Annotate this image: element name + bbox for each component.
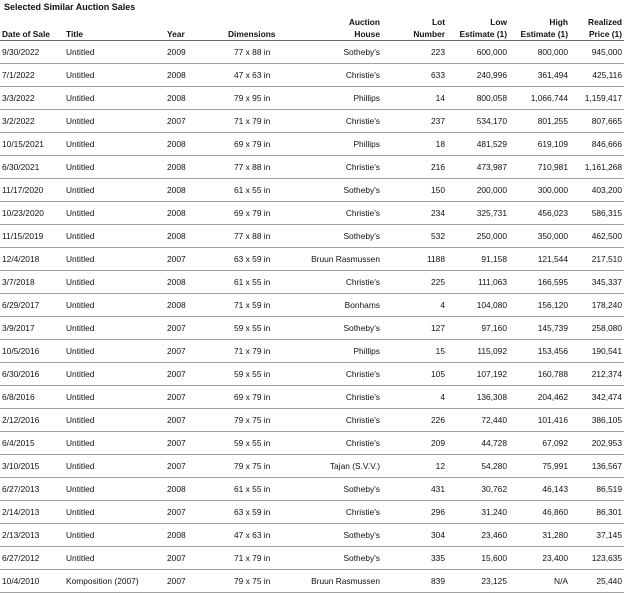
cell-year: 2008 bbox=[165, 478, 226, 501]
cell-high-estimate: 166,595 bbox=[509, 271, 570, 294]
cell-date: 6/27/2012 bbox=[0, 547, 64, 570]
cell-auction-house: Christie's bbox=[306, 156, 382, 179]
cell-dimensions: 63 x 59 in bbox=[226, 501, 306, 524]
cell-date: 10/15/2021 bbox=[0, 133, 64, 156]
cell-lot-number: 234 bbox=[382, 202, 447, 225]
cell-lot-number: 237 bbox=[382, 110, 447, 133]
cell-high-estimate: 67,092 bbox=[509, 432, 570, 455]
cell-year: 2007 bbox=[165, 363, 226, 386]
cell-lot-number: 532 bbox=[382, 225, 447, 248]
cell-auction-house: Phillips bbox=[306, 340, 382, 363]
cell-low-estimate: 481,529 bbox=[447, 133, 509, 156]
cell-year: 2008 bbox=[165, 225, 226, 248]
cell-low-estimate: 44,728 bbox=[447, 432, 509, 455]
cell-low-estimate: 250,000 bbox=[447, 225, 509, 248]
cell-lot-number: 18 bbox=[382, 133, 447, 156]
cell-high-estimate: 361,494 bbox=[509, 64, 570, 87]
cell-year: 2007 bbox=[165, 340, 226, 363]
cell-high-estimate: 153,456 bbox=[509, 340, 570, 363]
cell-year: 2007 bbox=[165, 570, 226, 593]
cell-lot-number: 335 bbox=[382, 547, 447, 570]
cell-date: 6/27/2013 bbox=[0, 478, 64, 501]
cell-title: Untitled bbox=[64, 271, 165, 294]
cell-low-estimate: 325,731 bbox=[447, 202, 509, 225]
cell-low-estimate: 200,000 bbox=[447, 179, 509, 202]
cell-date: 7/1/2022 bbox=[0, 64, 64, 87]
cell-year: 2007 bbox=[165, 409, 226, 432]
cell-realized-price: 1,161,268 bbox=[570, 156, 624, 179]
header-date: Date of Sale bbox=[0, 14, 64, 41]
cell-lot-number: 150 bbox=[382, 179, 447, 202]
table-row bbox=[0, 41, 624, 64]
cell-dimensions: 69 x 79 in bbox=[226, 202, 306, 225]
table-row bbox=[0, 409, 624, 432]
cell-low-estimate: 800,058 bbox=[447, 87, 509, 110]
cell-auction-house: Bruun Rasmussen bbox=[306, 248, 382, 271]
cell-high-estimate: 101,416 bbox=[509, 409, 570, 432]
cell-low-estimate: 534,170 bbox=[447, 110, 509, 133]
table-row bbox=[0, 271, 624, 294]
cell-dimensions: 77 x 88 in bbox=[226, 225, 306, 248]
auction-sales-table bbox=[0, 14, 624, 593]
cell-lot-number: 209 bbox=[382, 432, 447, 455]
cell-title: Komposition (2007) bbox=[64, 570, 165, 593]
cell-high-estimate: 121,544 bbox=[509, 248, 570, 271]
cell-year: 2007 bbox=[165, 547, 226, 570]
cell-low-estimate: 473,987 bbox=[447, 156, 509, 179]
cell-auction-house: Christie's bbox=[306, 271, 382, 294]
table-row bbox=[0, 64, 624, 87]
header-high-estimate: High Estimate (1) bbox=[509, 14, 570, 41]
cell-dimensions: 77 x 88 in bbox=[226, 156, 306, 179]
cell-auction-house: Christie's bbox=[306, 363, 382, 386]
cell-dimensions: 59 x 55 in bbox=[226, 317, 306, 340]
cell-title: Untitled bbox=[64, 455, 165, 478]
table-row bbox=[0, 87, 624, 110]
cell-high-estimate: 46,143 bbox=[509, 478, 570, 501]
header-row bbox=[0, 14, 624, 41]
cell-dimensions: 59 x 55 in bbox=[226, 432, 306, 455]
cell-year: 2007 bbox=[165, 501, 226, 524]
cell-year: 2008 bbox=[165, 294, 226, 317]
table-row bbox=[0, 524, 624, 547]
cell-auction-house: Sotheby's bbox=[306, 478, 382, 501]
cell-low-estimate: 240,996 bbox=[447, 64, 509, 87]
cell-auction-house: Bruun Rasmussen bbox=[306, 570, 382, 593]
cell-dimensions: 63 x 59 in bbox=[226, 248, 306, 271]
cell-lot-number: 225 bbox=[382, 271, 447, 294]
cell-date: 6/4/2015 bbox=[0, 432, 64, 455]
cell-dimensions: 77 x 88 in bbox=[226, 41, 306, 64]
cell-auction-house: Sotheby's bbox=[306, 41, 382, 64]
cell-title: Untitled bbox=[64, 248, 165, 271]
cell-title: Untitled bbox=[64, 478, 165, 501]
cell-title: Untitled bbox=[64, 340, 165, 363]
cell-year: 2008 bbox=[165, 156, 226, 179]
cell-date: 11/17/2020 bbox=[0, 179, 64, 202]
cell-title: Untitled bbox=[64, 225, 165, 248]
cell-realized-price: 1,159,417 bbox=[570, 87, 624, 110]
table-row bbox=[0, 478, 624, 501]
cell-date: 6/30/2021 bbox=[0, 156, 64, 179]
cell-auction-house: Christie's bbox=[306, 64, 382, 87]
cell-dimensions: 79 x 75 in bbox=[226, 409, 306, 432]
cell-date: 12/4/2018 bbox=[0, 248, 64, 271]
cell-high-estimate: 350,000 bbox=[509, 225, 570, 248]
cell-realized-price: 846,666 bbox=[570, 133, 624, 156]
cell-auction-house: Sotheby's bbox=[306, 317, 382, 340]
cell-lot-number: 839 bbox=[382, 570, 447, 593]
cell-title: Untitled bbox=[64, 41, 165, 64]
cell-low-estimate: 54,280 bbox=[447, 455, 509, 478]
cell-auction-house: Tajan (S.V.V.) bbox=[306, 455, 382, 478]
cell-realized-price: 345,337 bbox=[570, 271, 624, 294]
cell-dimensions: 71 x 59 in bbox=[226, 294, 306, 317]
cell-high-estimate: 46,860 bbox=[509, 501, 570, 524]
cell-lot-number: 304 bbox=[382, 524, 447, 547]
cell-date: 3/10/2015 bbox=[0, 455, 64, 478]
cell-lot-number: 14 bbox=[382, 87, 447, 110]
cell-date: 6/30/2016 bbox=[0, 363, 64, 386]
cell-lot-number: 127 bbox=[382, 317, 447, 340]
header-low-estimate: Low Estimate (1) bbox=[447, 14, 509, 41]
cell-low-estimate: 72,440 bbox=[447, 409, 509, 432]
cell-low-estimate: 31,240 bbox=[447, 501, 509, 524]
cell-low-estimate: 111,063 bbox=[447, 271, 509, 294]
cell-lot-number: 15 bbox=[382, 340, 447, 363]
table-row bbox=[0, 363, 624, 386]
cell-lot-number: 431 bbox=[382, 478, 447, 501]
cell-lot-number: 105 bbox=[382, 363, 447, 386]
cell-dimensions: 79 x 75 in bbox=[226, 570, 306, 593]
table-body bbox=[0, 41, 624, 593]
cell-year: 2009 bbox=[165, 41, 226, 64]
cell-title: Untitled bbox=[64, 156, 165, 179]
cell-year: 2007 bbox=[165, 248, 226, 271]
cell-high-estimate: 145,739 bbox=[509, 317, 570, 340]
cell-dimensions: 61 x 55 in bbox=[226, 478, 306, 501]
cell-auction-house: Christie's bbox=[306, 110, 382, 133]
cell-auction-house: Phillips bbox=[306, 87, 382, 110]
cell-date: 10/4/2010 bbox=[0, 570, 64, 593]
cell-auction-house: Christie's bbox=[306, 202, 382, 225]
cell-realized-price: 25,440 bbox=[570, 570, 624, 593]
cell-low-estimate: 15,600 bbox=[447, 547, 509, 570]
table-row bbox=[0, 455, 624, 478]
cell-high-estimate: 619,109 bbox=[509, 133, 570, 156]
cell-dimensions: 61 x 55 in bbox=[226, 179, 306, 202]
cell-lot-number: 4 bbox=[382, 386, 447, 409]
cell-realized-price: 123,635 bbox=[570, 547, 624, 570]
cell-realized-price: 425,116 bbox=[570, 64, 624, 87]
cell-low-estimate: 30,762 bbox=[447, 478, 509, 501]
cell-auction-house: Christie's bbox=[306, 409, 382, 432]
cell-title: Untitled bbox=[64, 110, 165, 133]
table-row bbox=[0, 386, 624, 409]
cell-date: 9/30/2022 bbox=[0, 41, 64, 64]
cell-high-estimate: 1,066,744 bbox=[509, 87, 570, 110]
cell-dimensions: 47 x 63 in bbox=[226, 64, 306, 87]
header-realized-price: Realized Price (1) bbox=[570, 14, 624, 41]
header-auction-house: Auction House bbox=[306, 14, 382, 41]
cell-realized-price: 586,315 bbox=[570, 202, 624, 225]
cell-year: 2008 bbox=[165, 524, 226, 547]
cell-low-estimate: 600,000 bbox=[447, 41, 509, 64]
cell-year: 2008 bbox=[165, 179, 226, 202]
cell-auction-house: Sotheby's bbox=[306, 547, 382, 570]
cell-low-estimate: 104,080 bbox=[447, 294, 509, 317]
cell-auction-house: Christie's bbox=[306, 386, 382, 409]
cell-high-estimate: 31,280 bbox=[509, 524, 570, 547]
table-row bbox=[0, 156, 624, 179]
cell-dimensions: 61 x 55 in bbox=[226, 271, 306, 294]
cell-year: 2007 bbox=[165, 386, 226, 409]
cell-lot-number: 223 bbox=[382, 41, 447, 64]
cell-high-estimate: 800,000 bbox=[509, 41, 570, 64]
header-year: Year bbox=[165, 14, 226, 41]
cell-low-estimate: 115,092 bbox=[447, 340, 509, 363]
cell-date: 2/13/2013 bbox=[0, 524, 64, 547]
cell-auction-house: Sotheby's bbox=[306, 524, 382, 547]
cell-date: 2/12/2016 bbox=[0, 409, 64, 432]
cell-dimensions: 47 x 63 in bbox=[226, 524, 306, 547]
cell-title: Untitled bbox=[64, 317, 165, 340]
cell-title: Untitled bbox=[64, 202, 165, 225]
cell-date: 3/2/2022 bbox=[0, 110, 64, 133]
cell-title: Untitled bbox=[64, 87, 165, 110]
cell-date: 2/14/2013 bbox=[0, 501, 64, 524]
header-title: Title bbox=[64, 14, 165, 41]
cell-date: 3/7/2018 bbox=[0, 271, 64, 294]
cell-title: Untitled bbox=[64, 432, 165, 455]
cell-dimensions: 71 x 79 in bbox=[226, 547, 306, 570]
cell-realized-price: 86,301 bbox=[570, 501, 624, 524]
cell-lot-number: 12 bbox=[382, 455, 447, 478]
cell-year: 2007 bbox=[165, 455, 226, 478]
cell-year: 2008 bbox=[165, 133, 226, 156]
header-lot-number: Lot Number bbox=[382, 14, 447, 41]
cell-low-estimate: 23,460 bbox=[447, 524, 509, 547]
cell-title: Untitled bbox=[64, 363, 165, 386]
cell-realized-price: 342,474 bbox=[570, 386, 624, 409]
cell-dimensions: 71 x 79 in bbox=[226, 340, 306, 363]
table-row bbox=[0, 340, 624, 363]
cell-year: 2007 bbox=[165, 317, 226, 340]
cell-realized-price: 462,500 bbox=[570, 225, 624, 248]
section-title: Selected Similar Auction Sales bbox=[4, 2, 136, 12]
cell-dimensions: 69 x 79 in bbox=[226, 386, 306, 409]
cell-realized-price: 190,541 bbox=[570, 340, 624, 363]
cell-dimensions: 69 x 79 in bbox=[226, 133, 306, 156]
cell-title: Untitled bbox=[64, 294, 165, 317]
cell-auction-house: Christie's bbox=[306, 501, 382, 524]
cell-lot-number: 216 bbox=[382, 156, 447, 179]
cell-realized-price: 178,240 bbox=[570, 294, 624, 317]
table-row bbox=[0, 294, 624, 317]
cell-high-estimate: 156,120 bbox=[509, 294, 570, 317]
cell-date: 6/8/2016 bbox=[0, 386, 64, 409]
cell-high-estimate: 160,788 bbox=[509, 363, 570, 386]
cell-low-estimate: 97,160 bbox=[447, 317, 509, 340]
table-row bbox=[0, 547, 624, 570]
header-dimensions: Dimensions bbox=[226, 14, 306, 41]
cell-year: 2007 bbox=[165, 110, 226, 133]
table-header bbox=[0, 14, 624, 41]
cell-dimensions: 79 x 75 in bbox=[226, 455, 306, 478]
cell-title: Untitled bbox=[64, 386, 165, 409]
cell-year: 2008 bbox=[165, 64, 226, 87]
cell-high-estimate: 204,462 bbox=[509, 386, 570, 409]
cell-high-estimate: 300,000 bbox=[509, 179, 570, 202]
cell-auction-house: Bonhams bbox=[306, 294, 382, 317]
cell-dimensions: 59 x 55 in bbox=[226, 363, 306, 386]
cell-title: Untitled bbox=[64, 64, 165, 87]
cell-year: 2008 bbox=[165, 271, 226, 294]
cell-title: Untitled bbox=[64, 179, 165, 202]
table-row bbox=[0, 225, 624, 248]
cell-high-estimate: 801,255 bbox=[509, 110, 570, 133]
cell-low-estimate: 23,125 bbox=[447, 570, 509, 593]
cell-title: Untitled bbox=[64, 501, 165, 524]
table-row bbox=[0, 248, 624, 271]
table-row bbox=[0, 501, 624, 524]
cell-auction-house: Phillips bbox=[306, 133, 382, 156]
cell-realized-price: 202,953 bbox=[570, 432, 624, 455]
cell-high-estimate: 710,981 bbox=[509, 156, 570, 179]
cell-realized-price: 136,567 bbox=[570, 455, 624, 478]
cell-realized-price: 86,519 bbox=[570, 478, 624, 501]
table-row bbox=[0, 202, 624, 225]
cell-realized-price: 217,510 bbox=[570, 248, 624, 271]
cell-lot-number: 4 bbox=[382, 294, 447, 317]
table-row bbox=[0, 110, 624, 133]
cell-auction-house: Sotheby's bbox=[306, 225, 382, 248]
cell-dimensions: 79 x 95 in bbox=[226, 87, 306, 110]
cell-low-estimate: 107,192 bbox=[447, 363, 509, 386]
table-row bbox=[0, 570, 624, 593]
cell-low-estimate: 136,308 bbox=[447, 386, 509, 409]
cell-low-estimate: 91,158 bbox=[447, 248, 509, 271]
cell-high-estimate: 75,991 bbox=[509, 455, 570, 478]
cell-lot-number: 226 bbox=[382, 409, 447, 432]
cell-year: 2007 bbox=[165, 432, 226, 455]
cell-year: 2008 bbox=[165, 87, 226, 110]
cell-high-estimate: 23,400 bbox=[509, 547, 570, 570]
table-row bbox=[0, 317, 624, 340]
cell-realized-price: 212,374 bbox=[570, 363, 624, 386]
cell-date: 6/29/2017 bbox=[0, 294, 64, 317]
cell-realized-price: 37,145 bbox=[570, 524, 624, 547]
cell-date: 10/23/2020 bbox=[0, 202, 64, 225]
cell-high-estimate: 456,023 bbox=[509, 202, 570, 225]
cell-high-estimate: N/A bbox=[509, 570, 570, 593]
table-row bbox=[0, 179, 624, 202]
cell-lot-number: 1188 bbox=[382, 248, 447, 271]
cell-title: Untitled bbox=[64, 547, 165, 570]
table-row bbox=[0, 133, 624, 156]
cell-realized-price: 386,105 bbox=[570, 409, 624, 432]
cell-title: Untitled bbox=[64, 409, 165, 432]
cell-lot-number: 633 bbox=[382, 64, 447, 87]
table-row bbox=[0, 432, 624, 455]
cell-date: 3/9/2017 bbox=[0, 317, 64, 340]
cell-year: 2008 bbox=[165, 202, 226, 225]
cell-dimensions: 71 x 79 in bbox=[226, 110, 306, 133]
cell-title: Untitled bbox=[64, 524, 165, 547]
cell-realized-price: 807,665 bbox=[570, 110, 624, 133]
cell-lot-number: 296 bbox=[382, 501, 447, 524]
cell-date: 11/15/2019 bbox=[0, 225, 64, 248]
cell-date: 10/5/2016 bbox=[0, 340, 64, 363]
cell-realized-price: 258,080 bbox=[570, 317, 624, 340]
cell-date: 3/3/2022 bbox=[0, 87, 64, 110]
cell-realized-price: 945,000 bbox=[570, 41, 624, 64]
cell-title: Untitled bbox=[64, 133, 165, 156]
cell-realized-price: 403,200 bbox=[570, 179, 624, 202]
cell-auction-house: Sotheby's bbox=[306, 179, 382, 202]
cell-auction-house: Christie's bbox=[306, 432, 382, 455]
